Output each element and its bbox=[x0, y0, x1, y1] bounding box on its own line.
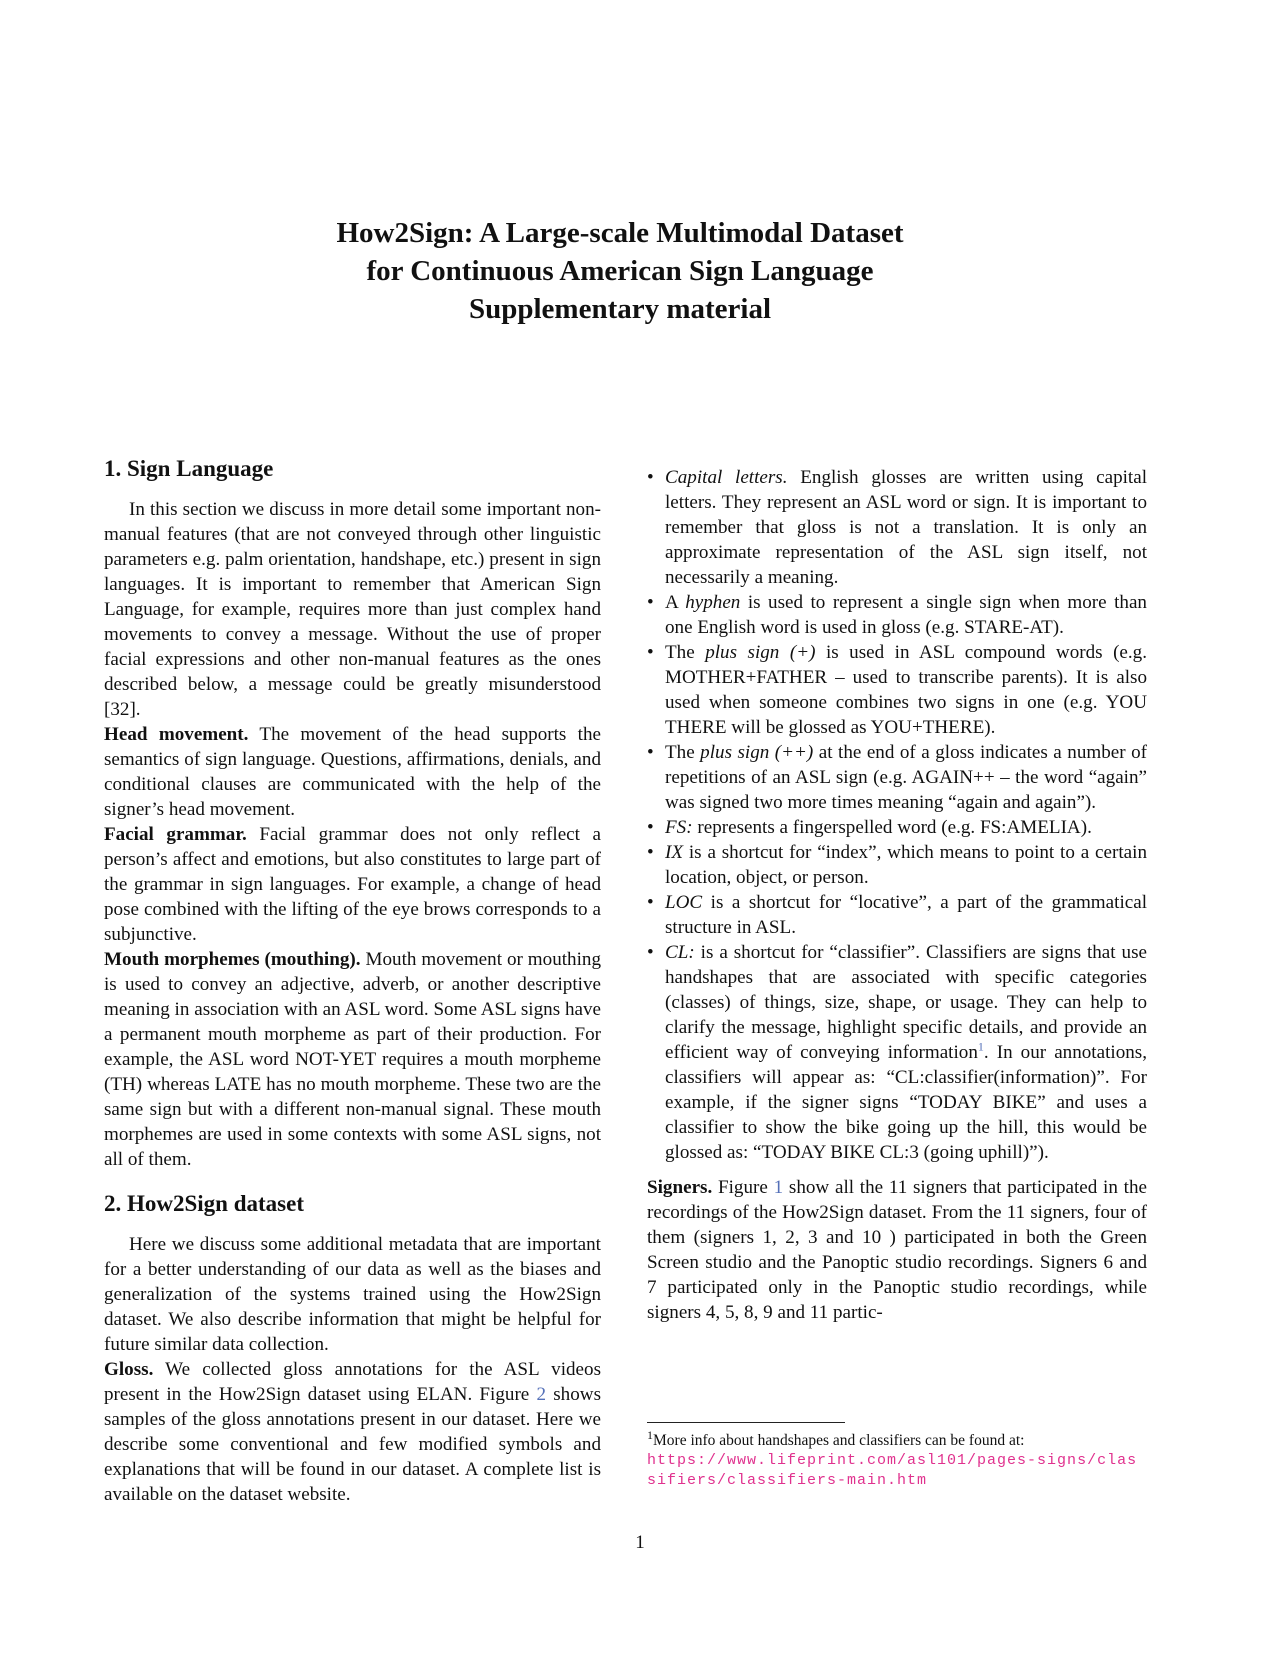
title-line-2: for Continuous American Sign Language bbox=[366, 255, 874, 287]
mouth-morphemes-text: Mouth movement or mouthing is used to convey an adjective, adverb, or another descriptive meaning in association with an ASL word. Some ASL signs have a permanent mouth morpheme as part of their production. For example, the ASL word NOT-YET requires a mouth morpheme (TH) whereas LATE has no mouth morpheme. These two are the same sign but with a different non-manual signal. These mouth morphemes are used in some contexts with some ASL signs, not all of them. bbox=[104, 949, 602, 1170]
footnote-divider bbox=[647, 1422, 845, 1423]
hyphen-prefix: A bbox=[665, 592, 678, 613]
section-2-intro: Here we discuss some additional metadata that are important for a better understanding of our data as well as the biases and generalization of the systems trained using the How2Sign dataset. We also describe information that might be helpful for future similar data collection. bbox=[104, 1234, 601, 1355]
figure-2-link[interactable]: 2 bbox=[536, 1384, 547, 1405]
head-movement-paragraph bbox=[104, 722, 601, 822]
capital-letters-text: English glosses are written using capital letters. They represent an ASL word or sign. It is important to remember that gloss is not a translation. It is only an approximate representation of the ASL sign itself, not necessarily a meaning. bbox=[665, 467, 1148, 588]
list-item bbox=[647, 740, 1147, 815]
head-movement-text: The movement of the head supports the semantics of sign language. Questions, affirmations, denials, and conditional clauses are communicated with the help of the signer’s head movement. bbox=[104, 724, 601, 820]
signers-text-b: show all the 11 signers that participated in the recordings of the How2Sign dataset. From the 11 signers, four of them (signers 1, 2, 3 and 10 ) participated in both the Green Screen studio and the Panoptic studio recordings. Signers 6 and 7 participated only in the Panoptic studio recordings, while signers 4, 5, 8, 9 and 11 partic- bbox=[647, 1177, 1147, 1323]
mouth-morphemes-title: Mouth morphemes (mouthing). bbox=[104, 949, 361, 970]
double-plus-term: plus sign (++) bbox=[700, 742, 814, 763]
footnote-text bbox=[647, 1427, 1147, 1451]
section-1-heading: 1. Sign Language bbox=[104, 456, 274, 481]
gloss-text-a: We collected gloss annotations for the ASL videos present in the How2Sign dataset using ELAN. Figure bbox=[104, 1359, 601, 1405]
loc-text: is a shortcut for “locative”, a part of the grammatical structure in ASL. bbox=[665, 892, 1148, 938]
page-number: 1 bbox=[635, 1532, 645, 1553]
hyphen-term: hyphen bbox=[685, 592, 741, 613]
mouth-morphemes-paragraph bbox=[104, 947, 601, 1172]
figure-1-link[interactable]: 1 bbox=[773, 1177, 784, 1198]
signers-paragraph bbox=[647, 1175, 1147, 1325]
cl-term: CL: bbox=[665, 942, 695, 963]
double-plus-prefix: The bbox=[665, 742, 695, 763]
facial-grammar-title: Facial grammar. bbox=[104, 824, 247, 845]
loc-term: LOC bbox=[665, 892, 703, 913]
list-item bbox=[647, 465, 1147, 590]
footnote-1-marker[interactable]: 1 bbox=[977, 1039, 984, 1054]
left-column bbox=[104, 455, 601, 1507]
footnote bbox=[647, 1422, 1147, 1491]
facial-grammar-paragraph bbox=[104, 822, 601, 947]
plus-sign-term: plus sign (+) bbox=[705, 642, 816, 663]
gloss-symbol-list bbox=[647, 465, 1147, 1165]
ix-text: is a shortcut for “index”, which means to point to a certain location, object, or person. bbox=[665, 842, 1147, 888]
gloss-text-b: shows samples of the gloss annotations present in our dataset. Here we describe some conventional and few modified symbols and explanations that will be found in our dataset. A complete list is available on the dataset website. bbox=[104, 1384, 601, 1505]
capital-letters-term: Capital letters. bbox=[665, 467, 788, 488]
section-2-heading: 2. How2Sign dataset bbox=[104, 1191, 304, 1216]
plus-sign-text: is used in ASL compound words (e.g. MOTHER+FATHER – used to transcribe parents). It is also used when someone combines two signs in one (e.g. YOU THERE will be glossed as YOU+THERE). bbox=[665, 642, 1147, 738]
cl-text-a: is a shortcut for “classifier”. Classifiers are signs that use handshapes that are associated with specific categories (classes) of things, size, shape, or usage. They can help to clarify the message, highlight specific details, and provide an efficient way of conveying information bbox=[665, 942, 1147, 1063]
right-column bbox=[647, 455, 1147, 1325]
hyphen-text: is used to represent a single sign when more than one English word is used in gloss (e.g. STARE-AT). bbox=[665, 592, 1147, 638]
ix-term: IX bbox=[665, 842, 684, 863]
footnote-url-link[interactable]: https://www.lifeprint.com/asl101/pages-signs/classifiers/classifiers-main.htm bbox=[647, 1452, 1138, 1489]
paper-title bbox=[200, 214, 1040, 328]
list-item bbox=[647, 590, 1147, 640]
gloss-title: Gloss. bbox=[104, 1359, 154, 1380]
plus-sign-prefix: The bbox=[665, 642, 695, 663]
list-item bbox=[647, 840, 1147, 890]
title-line-3: Supplementary material bbox=[468, 293, 772, 325]
signers-title: Signers. bbox=[647, 1177, 713, 1198]
gloss-paragraph bbox=[104, 1357, 601, 1507]
signers-text-a: Figure bbox=[718, 1177, 768, 1198]
list-item bbox=[647, 890, 1147, 940]
head-movement-title: Head movement. bbox=[104, 724, 249, 745]
facial-grammar-text: Facial grammar does not only reflect a person’s affect and emotions, but also constitutes to large part of the grammar in sign languages. For example, a change of head pose combined with the lifting of the eye brows corresponds to a subjunctive. bbox=[104, 824, 601, 945]
list-item bbox=[647, 940, 1147, 1165]
list-item bbox=[647, 640, 1147, 740]
footnote-mark: 1 bbox=[647, 1427, 653, 1442]
cl-text-b: . In our annotations, classifiers will appear as: “CL:classifier(information)”. For example, if the signer signs “TODAY BIKE” and uses a classifier to show the bike going up the hill, this would be glossed as: “TODAY BIKE CL:3 (going uphill)”). bbox=[665, 1042, 1147, 1163]
double-plus-text: at the end of a gloss indicates a number of repetitions of an ASL sign (e.g. AGAIN++ – the word “again” was signed two more times meaning “again and again”). bbox=[665, 742, 1147, 813]
title-line-1: How2Sign: A Large-scale Multimodal Dataset bbox=[336, 217, 904, 249]
fs-term: FS: bbox=[665, 817, 693, 838]
fs-text: represents a fingerspelled word (e.g. FS:AMELIA). bbox=[697, 817, 1092, 838]
footnote-body: More info about handshapes and classifiers can be found at: bbox=[653, 1432, 1025, 1449]
section-1-intro: In this section we discuss in more detail some important non-manual features (that are not conveyed through other linguistic parameters e.g. palm orientation, handshape, etc.) present in sign languages. It is important to remember that American Sign Language, for example, requires more than just complex hand movements to convey a message. Without the use of proper facial expressions and other non-manual features as the ones described below, a message could be greatly misunderstood [32]. bbox=[104, 499, 601, 720]
list-item bbox=[647, 815, 1147, 840]
